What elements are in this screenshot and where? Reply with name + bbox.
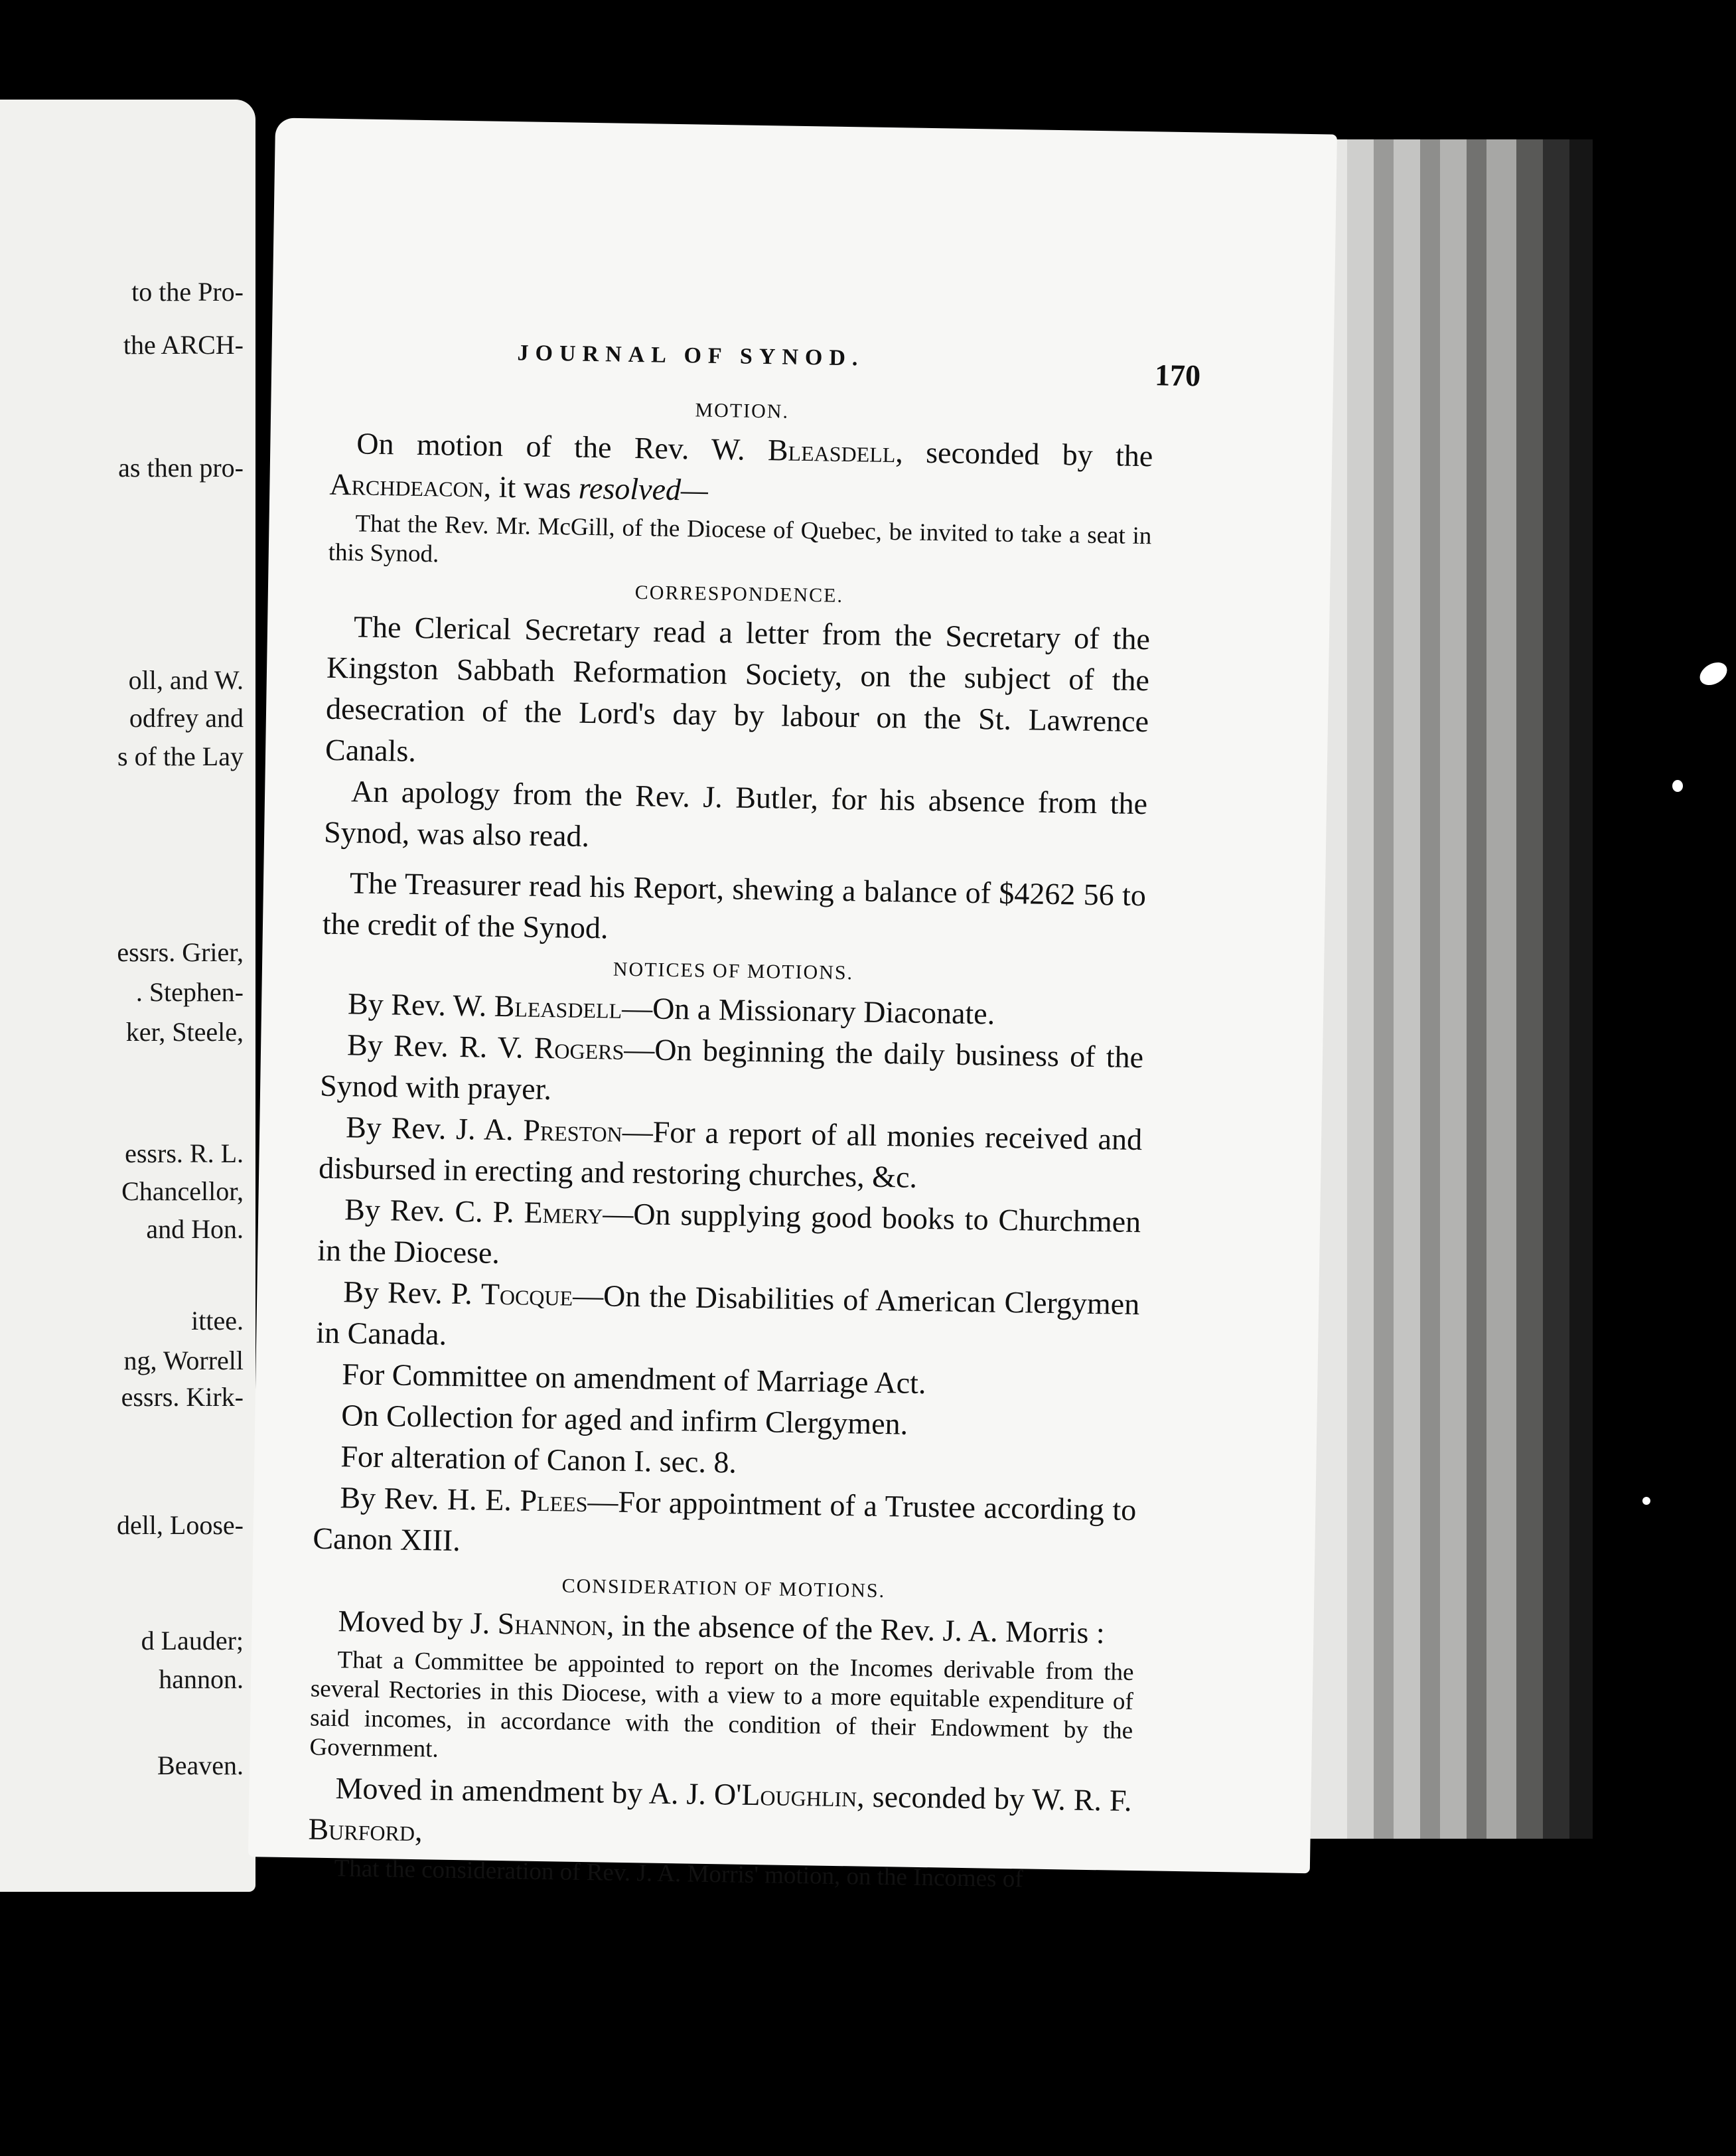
person-name: Preston <box>523 1113 623 1148</box>
person-name: Emery <box>524 1195 603 1231</box>
left-page-line: Chancellor, <box>121 1176 244 1206</box>
notice-item: By Rev. R. V. Rogers—On beginning the daily business of the Synod with prayer. <box>319 1028 1144 1107</box>
person-name: Shannon <box>497 1606 607 1642</box>
amendment-resolution: That the consideration of Rev. J. A. Morris' motion, on the Incomes of <box>334 1855 1023 1893</box>
left-page-line: as then pro- <box>118 453 244 483</box>
motion-paragraph: On motion of the Rev. W. Bleasdell, seconded by the Archdeacon, it was resolved— <box>329 426 1153 507</box>
consideration-resolution: That a Committee be appointed to report on the Incomes derivable from the several Rectories in this Diocese, with a view to a more equitable expenditure of said incomes, in accordance with the condition of their Endowment by the Government. <box>309 1646 1134 1763</box>
correspondence-paragraph: An apology from the Rev. J. Butler, for his absence from the Synod, was also read. <box>323 774 1148 853</box>
left-page-line: the ARCH- <box>123 330 244 360</box>
left-page-line: ker, Steele, <box>125 1017 244 1047</box>
speck-mark <box>1696 658 1731 690</box>
left-page-line: essrs. Grier, <box>117 937 244 967</box>
running-head: JOURNAL OF SYNOD. <box>517 341 865 371</box>
journal-page <box>248 117 1337 1893</box>
left-page-line: hannon. <box>159 1664 244 1694</box>
correspondence-paragraph: The Clerical Secretary read a letter from the Secretary of the Kingston Sabbath Reformation Society, on the subject of the desecration of the Lord's day by labour on the St. Lawrence Canals. <box>325 609 1151 768</box>
notice-item: By Rev. P. Tocque—On the Disabilities of American Clergymen in Canada. <box>315 1274 1140 1351</box>
consideration-motion: Moved by J. Shannon, in the absence of the Rev. J. A. Morris : <box>338 1604 1106 1650</box>
left-page-line: Beaven. <box>157 1750 244 1780</box>
person-name: Rogers <box>534 1030 624 1066</box>
notice-item: For Committee on amendment of Marriage Act. <box>341 1357 926 1401</box>
section-heading-motion: MOTION. <box>695 399 790 423</box>
left-page-line: dell, Loose- <box>116 1510 244 1540</box>
person-name: Tocque <box>480 1276 573 1312</box>
person-name: Archdeacon <box>329 467 484 504</box>
notice-item: By Rev. C. P. Emery—On supplying good books to Churchmen in the Diocese. <box>317 1192 1141 1270</box>
left-page-line: ng, Worrell <box>123 1346 244 1375</box>
section-heading-notices: NOTICES OF MOTIONS. <box>613 958 854 984</box>
left-page-line: s of the Lay <box>117 741 244 771</box>
notice-item: By Rev. J. A. Preston—For a report of all monies received and disbursed in erecting and restoring churches, &c. <box>318 1110 1143 1194</box>
person-name: Burford <box>308 1811 415 1848</box>
treasurer-report-paragraph: The Treasurer read his Report, shewing a balance of $4262 56 to the credit of the Synod. <box>322 866 1147 945</box>
amendment-motion: Moved in amendment by A. J. O'Loughlin, seconded by W. R. F. Burford, <box>308 1771 1132 1848</box>
person-name: Plees <box>520 1483 588 1519</box>
notice-item: On Collection for aged and infirm Clergymen. <box>341 1398 908 1441</box>
speck-mark <box>1642 1497 1650 1505</box>
left-page-line: and Hon. <box>146 1214 244 1244</box>
left-page-line: essrs. R. L. <box>125 1138 244 1168</box>
left-page-line: ittee. <box>191 1306 244 1336</box>
section-heading-correspondence: CORRESPONDENCE. <box>634 581 844 607</box>
motion-resolution: That the Rev. Mr. McGill, of the Diocese of Quebec, be invited to take a seat in this Synod. <box>328 510 1152 568</box>
left-page-line: odfrey and <box>129 703 244 733</box>
page-edges-stack <box>1301 139 1619 1839</box>
facing-page-left <box>0 100 255 1892</box>
person-name: Bleasdell <box>767 433 896 469</box>
notice-item: By Rev. W. Bleasdell—On a Missionary Diaconate. <box>347 986 995 1031</box>
person-name: Bleasdell <box>494 988 622 1025</box>
page-content <box>307 338 1201 1901</box>
section-heading-consideration: CONSIDERATION OF MOTIONS. <box>561 1575 886 1602</box>
page-number: 170 <box>1154 358 1201 393</box>
notice-item: By Rev. H. E. Plees—For appointment of a Trustee according to Canon XIII. <box>313 1480 1137 1558</box>
page-header <box>331 338 1201 397</box>
left-page-line: essrs. Kirk- <box>121 1382 244 1412</box>
left-page-line: to the Pro- <box>131 277 244 307</box>
speck-mark <box>1672 780 1683 792</box>
notices-list <box>313 983 1144 1572</box>
person-name: O'Loughlin <box>713 1777 857 1813</box>
left-page-line: oll, and W. <box>128 665 244 695</box>
notice-item: For alteration of Canon I. sec. 8. <box>340 1439 737 1480</box>
left-page-line: . Stephen- <box>135 977 244 1007</box>
left-page-line: d Lauder; <box>141 1626 244 1656</box>
